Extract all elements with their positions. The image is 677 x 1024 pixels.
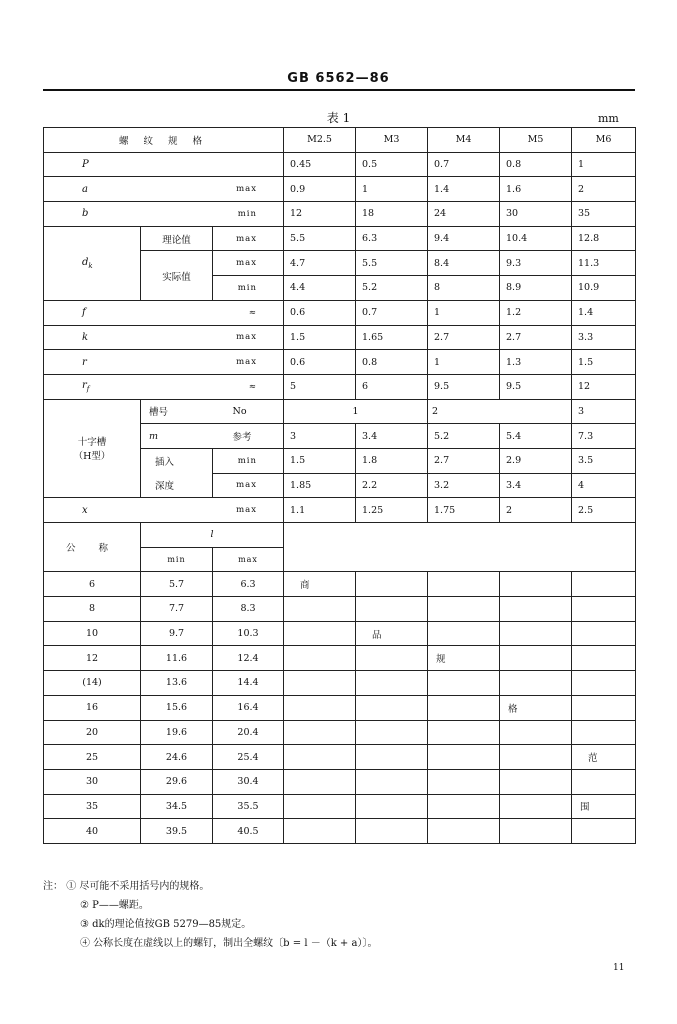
slot-no-unit: No xyxy=(213,399,284,424)
m-label: m xyxy=(141,424,213,449)
m-unit: 参考 xyxy=(213,424,284,449)
cross-label-2: （H型） xyxy=(73,451,111,463)
note-4: ④ 公称长度在虚线以上的螺钉，制出全螺纹〔b = l －（k + a）〕。 xyxy=(80,938,378,949)
max-cell: 14.4 xyxy=(213,671,284,696)
length-row xyxy=(44,597,636,622)
value-cell: 0.7 xyxy=(356,300,428,325)
cross-recess-label xyxy=(44,399,141,498)
value-cell: 0.8 xyxy=(500,152,572,177)
symbol-cell: k xyxy=(44,325,213,350)
range-cell xyxy=(428,819,500,844)
slot-no-label: 槽号 xyxy=(141,399,213,424)
max-cell: 20.4 xyxy=(213,720,284,745)
range-mark: 范 xyxy=(572,745,636,770)
length-row xyxy=(44,794,636,819)
value-cell: 2 xyxy=(428,399,572,424)
length-row xyxy=(44,572,636,597)
limit-cell: ≈ xyxy=(213,300,284,325)
symbol-cell: b xyxy=(44,202,213,227)
range-cell xyxy=(284,794,356,819)
range-cell xyxy=(500,621,572,646)
sub-label-cell: 理论值 xyxy=(141,226,213,251)
min-cell: 15.6 xyxy=(141,695,213,720)
value-cell: 2.9 xyxy=(500,448,572,473)
nominal-cell: 35 xyxy=(44,794,141,819)
spec-table xyxy=(43,127,636,844)
table-caption: 表 1 xyxy=(326,111,351,125)
range-cell xyxy=(500,572,572,597)
limit-cell: max xyxy=(213,177,284,202)
value-cell: 2.5 xyxy=(572,498,636,523)
min-label: min xyxy=(141,547,213,572)
limit-cell: ≈ xyxy=(213,374,284,399)
range-cell xyxy=(356,819,428,844)
value-cell: 1.75 xyxy=(428,498,500,523)
header-rule xyxy=(43,89,635,91)
table-row xyxy=(44,152,636,177)
value-cell: 8 xyxy=(428,276,500,301)
value-cell: 3 xyxy=(572,399,636,424)
range-cell xyxy=(572,646,636,671)
value-cell: 9.5 xyxy=(428,374,500,399)
length-row xyxy=(44,671,636,696)
range-cell xyxy=(284,769,356,794)
range-cell xyxy=(284,671,356,696)
length-row xyxy=(44,720,636,745)
range-cell xyxy=(356,745,428,770)
value-cell: 3.2 xyxy=(428,473,500,498)
range-mark: 格 xyxy=(500,695,572,720)
value-cell: 6 xyxy=(356,374,428,399)
value-cell: 5.4 xyxy=(500,424,572,449)
range-cell xyxy=(500,646,572,671)
max-cell: 10.3 xyxy=(213,621,284,646)
limit-cell: max xyxy=(213,325,284,350)
value-cell: 12.8 xyxy=(572,226,636,251)
range-cell xyxy=(284,819,356,844)
value-cell: 0.7 xyxy=(428,152,500,177)
symbol-cell: x xyxy=(44,498,213,523)
value-cell: 9.4 xyxy=(428,226,500,251)
range-cell xyxy=(500,794,572,819)
value-cell: 3.4 xyxy=(356,424,428,449)
max-cell: 16.4 xyxy=(213,695,284,720)
value-cell: 1.1 xyxy=(284,498,356,523)
limit-cell: max xyxy=(213,350,284,375)
page-number: 11 xyxy=(613,963,625,973)
min-cell: 7.7 xyxy=(141,597,213,622)
range-cell xyxy=(284,646,356,671)
value-cell: 1 xyxy=(428,300,500,325)
range-cell xyxy=(284,597,356,622)
value-cell: 2 xyxy=(572,177,636,202)
depth-label-1: 插入 xyxy=(141,448,213,473)
range-mark: 围 xyxy=(572,794,636,819)
value-cell: 30 xyxy=(500,202,572,227)
value-cell: 11.3 xyxy=(572,251,636,276)
max-cell: 30.4 xyxy=(213,769,284,794)
table-row xyxy=(44,498,636,523)
value-cell: 1.5 xyxy=(572,350,636,375)
min-cell: 24.6 xyxy=(141,745,213,770)
nominal-cell: 10 xyxy=(44,621,141,646)
range-cell xyxy=(428,745,500,770)
symbol-cell: a xyxy=(44,177,213,202)
table-row xyxy=(44,177,636,202)
value-cell: 12 xyxy=(572,374,636,399)
range-cell xyxy=(428,794,500,819)
value-cell: 24 xyxy=(428,202,500,227)
symbol-cell: $r_f$ xyxy=(44,374,213,399)
max-cell: 12.4 xyxy=(213,646,284,671)
range-cell xyxy=(428,769,500,794)
range-cell xyxy=(572,671,636,696)
value-cell: 12 xyxy=(284,202,356,227)
value-cell: 0.6 xyxy=(284,300,356,325)
min-cell: 9.7 xyxy=(141,621,213,646)
length-row xyxy=(44,695,636,720)
value-cell: 3.3 xyxy=(572,325,636,350)
size-header-cell: M2.5 xyxy=(284,128,356,153)
table-row xyxy=(44,350,636,375)
size-header-cell: M6 xyxy=(572,128,636,153)
value-cell: 1 xyxy=(356,177,428,202)
min-cell: 29.6 xyxy=(141,769,213,794)
size-header-cell: M4 xyxy=(428,128,500,153)
range-cell xyxy=(356,572,428,597)
value-cell: 5.2 xyxy=(428,424,500,449)
range-cell xyxy=(356,695,428,720)
range-cell xyxy=(356,671,428,696)
range-cell xyxy=(284,745,356,770)
note-1: 注： ① 尽可能不采用括号内的规格。 xyxy=(43,881,210,892)
max-cell: 25.4 xyxy=(213,745,284,770)
value-cell: 1.25 xyxy=(356,498,428,523)
symbol-cell: P xyxy=(44,152,213,177)
range-cell xyxy=(572,572,636,597)
min-cell: 11.6 xyxy=(141,646,213,671)
value-cell: 1.4 xyxy=(428,177,500,202)
blank-cell xyxy=(284,523,636,572)
range-cell xyxy=(428,671,500,696)
range-cell xyxy=(572,769,636,794)
size-header-cell: M5 xyxy=(500,128,572,153)
table-row xyxy=(44,202,636,227)
range-mark: 商 xyxy=(284,572,356,597)
value-cell: 1.2 xyxy=(500,300,572,325)
value-cell: 5.5 xyxy=(356,251,428,276)
range-cell xyxy=(356,597,428,622)
range-cell xyxy=(284,720,356,745)
nominal-cell: 40 xyxy=(44,819,141,844)
value-cell: 1.8 xyxy=(356,448,428,473)
range-cell xyxy=(428,597,500,622)
spec-header-cell: 螺 纹 规 格 xyxy=(44,128,284,153)
value-cell: 18 xyxy=(356,202,428,227)
value-cell: 9.5 xyxy=(500,374,572,399)
range-cell xyxy=(500,671,572,696)
table-row xyxy=(44,325,636,350)
max-cell: 8.3 xyxy=(213,597,284,622)
value-cell: 2.7 xyxy=(428,448,500,473)
notes xyxy=(43,877,377,953)
note-2: ② P——螺距。 xyxy=(80,900,149,911)
range-cell xyxy=(500,597,572,622)
length-row xyxy=(44,745,636,770)
cross-label-1: 十字槽 xyxy=(77,437,107,449)
range-cell xyxy=(572,819,636,844)
nominal-cell: 30 xyxy=(44,769,141,794)
range-cell xyxy=(356,769,428,794)
nominal-cell: 25 xyxy=(44,745,141,770)
max-label: max xyxy=(213,547,284,572)
nominal-cell: (14) xyxy=(44,671,141,696)
range-cell xyxy=(284,695,356,720)
table-row xyxy=(44,300,636,325)
value-cell: 2.7 xyxy=(500,325,572,350)
range-cell xyxy=(428,695,500,720)
nominal-cell: 8 xyxy=(44,597,141,622)
length-row xyxy=(44,646,636,671)
header-row xyxy=(44,128,636,153)
value-cell: 10.9 xyxy=(572,276,636,301)
value-cell: 1 xyxy=(284,399,428,424)
range-cell xyxy=(500,819,572,844)
min-cell: 39.5 xyxy=(141,819,213,844)
value-cell: 0.6 xyxy=(284,350,356,375)
table-row xyxy=(44,226,636,251)
max-cell: 6.3 xyxy=(213,572,284,597)
min-cell: 13.6 xyxy=(141,671,213,696)
value-cell: 3 xyxy=(284,424,356,449)
limit-cell: max xyxy=(213,498,284,523)
range-cell xyxy=(500,769,572,794)
nominal-cell: 6 xyxy=(44,572,141,597)
value-cell: 0.9 xyxy=(284,177,356,202)
range-cell xyxy=(572,597,636,622)
value-cell: 10.4 xyxy=(500,226,572,251)
value-cell: 3.4 xyxy=(500,473,572,498)
limit-cell: min xyxy=(213,448,284,473)
max-cell: 35.5 xyxy=(213,794,284,819)
value-cell: 7.3 xyxy=(572,424,636,449)
value-cell: 1.6 xyxy=(500,177,572,202)
length-header-row xyxy=(44,523,636,548)
note-3: ③ dk的理论值按GB 5279—85规定。 xyxy=(80,919,252,930)
value-cell: 1.5 xyxy=(284,325,356,350)
min-cell: 34.5 xyxy=(141,794,213,819)
value-cell: 2.7 xyxy=(428,325,500,350)
nominal-cell: 12 xyxy=(44,646,141,671)
table-row xyxy=(44,399,636,424)
length-row xyxy=(44,621,636,646)
value-cell: 9.3 xyxy=(500,251,572,276)
nominal-cell: 16 xyxy=(44,695,141,720)
symbol-cell: $d_k$ xyxy=(44,226,141,300)
range-cell xyxy=(572,720,636,745)
value-cell: 1 xyxy=(428,350,500,375)
value-cell: 1.65 xyxy=(356,325,428,350)
value-cell: 4.7 xyxy=(284,251,356,276)
symbol-cell: f xyxy=(44,300,213,325)
min-cell: 5.7 xyxy=(141,572,213,597)
range-cell xyxy=(572,695,636,720)
value-cell: 8.9 xyxy=(500,276,572,301)
nominal-label: 公 称 xyxy=(44,523,141,572)
depth-label-2: 深度 xyxy=(141,473,213,498)
range-mark: 规 xyxy=(428,646,500,671)
value-cell: 0.8 xyxy=(356,350,428,375)
limit-cell: min xyxy=(213,276,284,301)
max-cell: 40.5 xyxy=(213,819,284,844)
value-cell: 8.4 xyxy=(428,251,500,276)
min-cell: 19.6 xyxy=(141,720,213,745)
range-cell xyxy=(572,621,636,646)
value-cell: 6.3 xyxy=(356,226,428,251)
sub-label-cell: 实际值 xyxy=(141,251,213,300)
range-cell xyxy=(356,794,428,819)
value-cell: 1.3 xyxy=(500,350,572,375)
table-row xyxy=(44,374,636,399)
value-cell: 5 xyxy=(284,374,356,399)
limit-cell xyxy=(213,152,284,177)
value-cell: 0.5 xyxy=(356,152,428,177)
range-cell xyxy=(284,621,356,646)
value-cell: 3.5 xyxy=(572,448,636,473)
value-cell: 1.5 xyxy=(284,448,356,473)
value-cell: 4 xyxy=(572,473,636,498)
range-cell xyxy=(356,646,428,671)
length-row xyxy=(44,819,636,844)
value-cell: 1.85 xyxy=(284,473,356,498)
symbol-cell: r xyxy=(44,350,213,375)
value-cell: 35 xyxy=(572,202,636,227)
range-cell xyxy=(356,720,428,745)
value-cell: 1 xyxy=(572,152,636,177)
value-cell: 2 xyxy=(500,498,572,523)
value-cell: 2.2 xyxy=(356,473,428,498)
value-cell: 5.5 xyxy=(284,226,356,251)
size-header-cell: M3 xyxy=(356,128,428,153)
value-cell: 1.4 xyxy=(572,300,636,325)
limit-cell: min xyxy=(213,202,284,227)
standard-header: GB 6562—86 xyxy=(287,71,390,86)
limit-cell: max xyxy=(213,251,284,276)
range-cell xyxy=(500,745,572,770)
value-cell: 4.4 xyxy=(284,276,356,301)
l-label: l xyxy=(141,523,284,548)
length-row xyxy=(44,769,636,794)
value-cell: 5.2 xyxy=(356,276,428,301)
limit-cell: max xyxy=(213,473,284,498)
table-unit: mm xyxy=(598,112,619,125)
range-cell xyxy=(428,720,500,745)
range-cell xyxy=(500,720,572,745)
limit-cell: max xyxy=(213,226,284,251)
range-cell xyxy=(428,621,500,646)
range-cell xyxy=(428,572,500,597)
value-cell: 0.45 xyxy=(284,152,356,177)
nominal-cell: 20 xyxy=(44,720,141,745)
range-mark: 品 xyxy=(356,621,428,646)
